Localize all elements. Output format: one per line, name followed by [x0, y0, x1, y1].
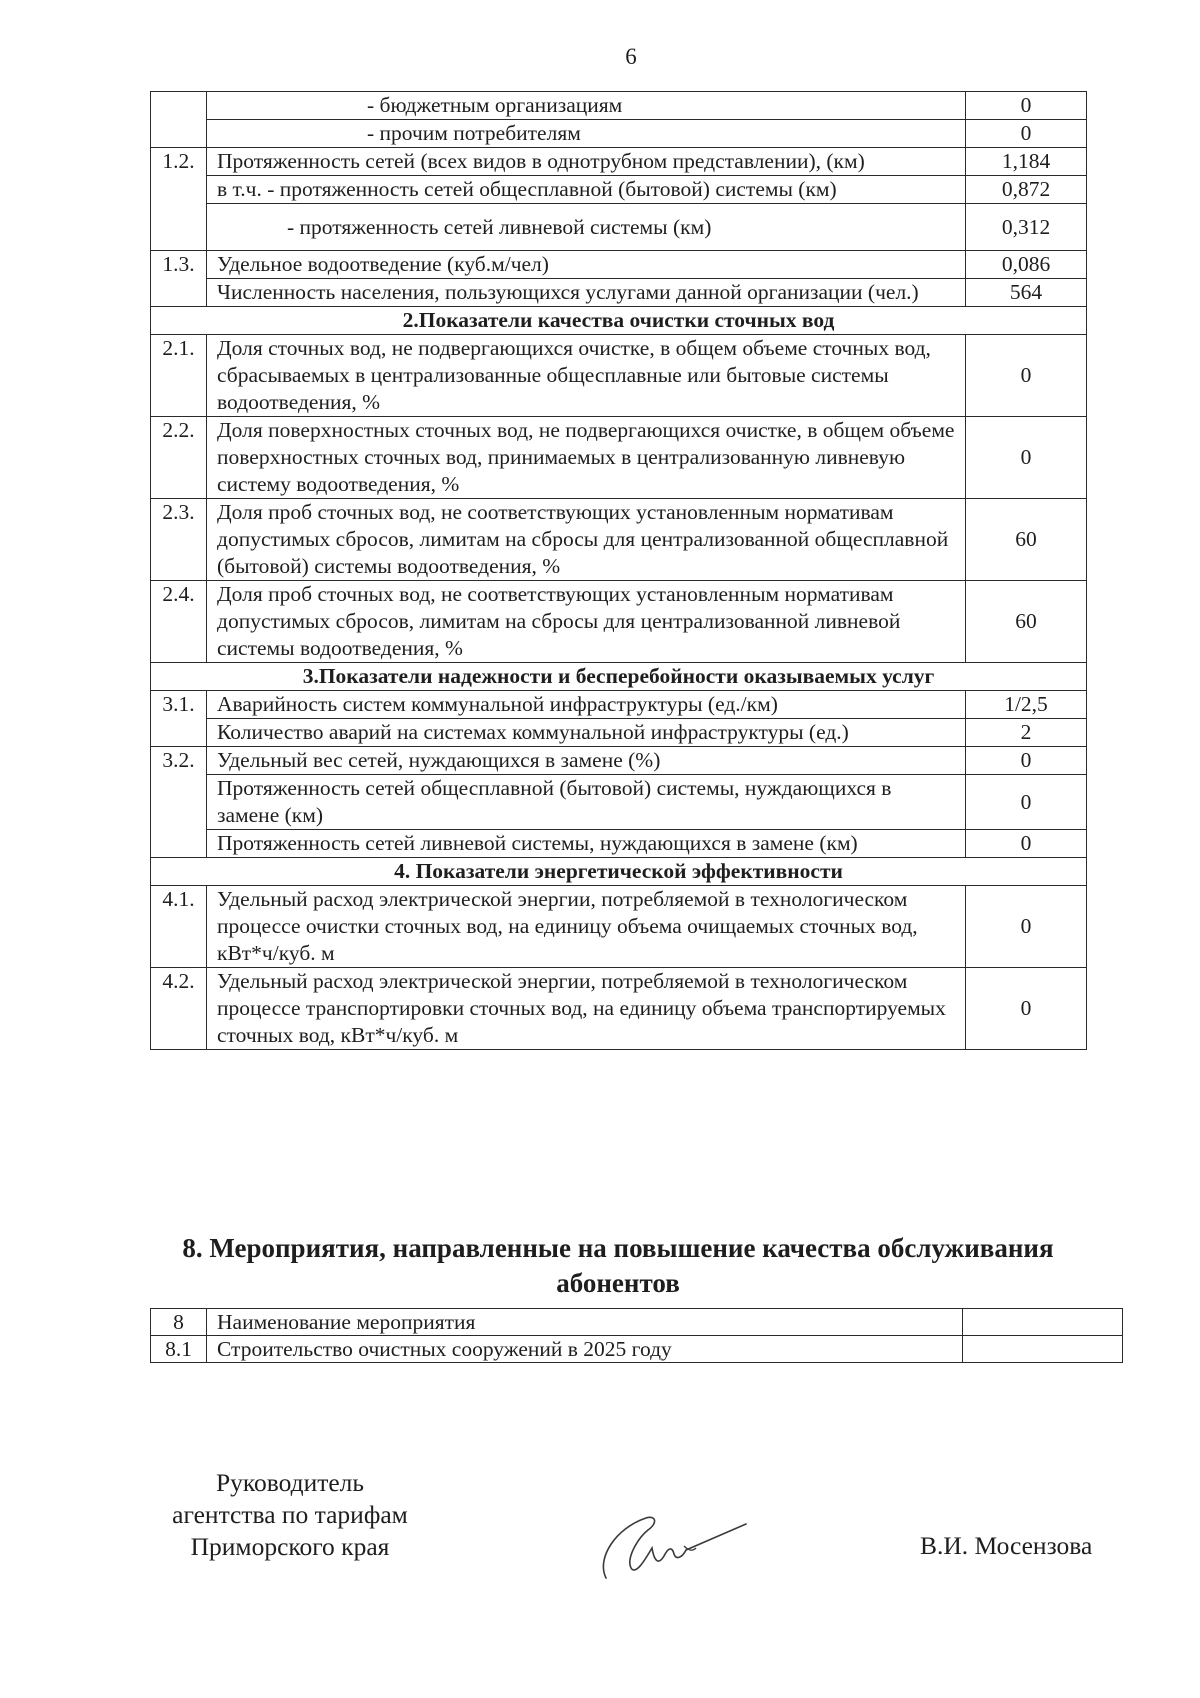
row-number: 2.4.	[151, 581, 207, 663]
table-row	[151, 719, 1087, 747]
indicator-label: в т.ч. - протяженность сетей общесплавной (бытовой) системы (км)	[207, 176, 966, 204]
indicator-value: 60	[966, 499, 1087, 581]
section-header-row	[151, 663, 1087, 691]
row-number: 1.3.	[151, 251, 207, 307]
indicator-value: 564	[966, 279, 1087, 307]
indicator-label: Удельный вес сетей, нуждающихся в замене (%)	[207, 747, 966, 775]
row-number: 2.2.	[151, 417, 207, 499]
indicator-value: 2	[966, 719, 1087, 747]
measure-extra	[963, 1336, 1123, 1363]
indicator-label: Аварийность систем коммунальной инфраструктуры (ед./км)	[207, 691, 966, 719]
indicator-label: Удельный расход электрической энергии, потребляемой в технологическом процессе транспортировки сточных вод, на единицу объема транспортируемых сточных вод, кВт*ч/куб. м	[207, 968, 966, 1050]
row-number: 3.1.	[151, 691, 207, 747]
row-number: 1.2.	[151, 148, 207, 251]
row-number	[151, 92, 207, 148]
handwritten-signature	[586, 1488, 766, 1588]
table-row	[151, 968, 1087, 1050]
measure-row	[151, 1336, 1123, 1363]
indicator-value: 0	[966, 775, 1087, 830]
measures-table	[150, 1308, 1123, 1363]
section-header-row	[151, 307, 1087, 335]
row-number: 2.3.	[151, 499, 207, 581]
indicator-value: 0	[966, 417, 1087, 499]
indicator-label: Доля проб сточных вод, не соответствующих установленным нормативам допустимых сбросов, лимитам на сбросы для централизованной общесплавной (бытовой) системы водоотведения, %	[207, 499, 966, 581]
indicator-label: - прочим потребителям	[207, 120, 966, 148]
indicator-value: 0	[966, 747, 1087, 775]
indicator-label: Протяженность сетей (всех видов в однотрубном представлении), (км)	[207, 148, 966, 176]
table-row	[151, 830, 1087, 858]
indicator-value: 0	[966, 335, 1087, 417]
indicator-label: Протяженность сетей общесплавной (бытовой) системы, нуждающихся в замене (км)	[207, 775, 966, 830]
indicator-label: - протяженность сетей ливневой системы (км)	[207, 204, 966, 251]
table-row	[151, 886, 1087, 968]
indicator-label: Доля проб сточных вод, не соответствующих установленным нормативам допустимых сбросов, лимитам на сбросы для централизованной ливневой системы водоотведения, %	[207, 581, 966, 663]
indicator-value: 0	[966, 120, 1087, 148]
measure-name: Строительство очистных сооружений в 2025 году	[207, 1336, 963, 1363]
table-row	[151, 417, 1087, 499]
indicator-value: 1,184	[966, 148, 1087, 176]
table-row	[151, 581, 1087, 663]
signatory-name: В.И. Мосензова	[920, 1531, 1093, 1560]
row-number: 2.1.	[151, 335, 207, 417]
section-header: 2.Показатели качества очистки сточных вод	[151, 307, 1087, 335]
section-header: 4. Показатели энергетической эффективности	[151, 858, 1087, 886]
measure-number: 8	[151, 1309, 207, 1336]
table-row	[151, 775, 1087, 830]
row-number: 4.1.	[151, 886, 207, 968]
measure-row	[151, 1309, 1123, 1336]
indicator-value: 0	[966, 968, 1087, 1050]
table-row	[151, 148, 1087, 176]
indicator-label: Численность населения, пользующихся услугами данной организации (чел.)	[207, 279, 966, 307]
page-number: 6	[625, 44, 637, 69]
table-row	[151, 251, 1087, 279]
indicator-value: 0,312	[966, 204, 1087, 251]
table-row	[151, 204, 1087, 251]
table-row	[151, 691, 1087, 719]
indicator-value: 0	[966, 886, 1087, 968]
table-row	[151, 120, 1087, 148]
signatory-title-line2: агентства по тарифам	[172, 1500, 408, 1529]
indicator-value: 0	[966, 830, 1087, 858]
indicator-label: Количество аварий на системах коммунальной инфраструктуры (ед.)	[207, 719, 966, 747]
table-row	[151, 499, 1087, 581]
indicator-label: Доля поверхностных сточных вод, не подвергающихся очистке, в общем объеме поверхностных сточных вод, принимаемых в централизованную ливневую систему водоотведения, %	[207, 417, 966, 499]
indicator-label: - бюджетным организациям	[207, 92, 966, 120]
indicator-label: Протяженность сетей ливневой системы, нуждающихся в замене (км)	[207, 830, 966, 858]
table-row	[151, 279, 1087, 307]
indicator-label: Удельный расход электрической энергии, потребляемой в технологическом процессе очистки сточных вод, на единицу объема очищаемых сточных вод, кВт*ч/куб. м	[207, 886, 966, 968]
row-number: 3.2.	[151, 747, 207, 858]
indicator-value: 0,086	[966, 251, 1087, 279]
indicator-value: 0	[966, 92, 1087, 120]
measure-extra	[963, 1309, 1123, 1336]
signatory-title-line3: Приморского края	[190, 1532, 390, 1561]
signatory-title	[140, 1467, 440, 1563]
table-row	[151, 747, 1087, 775]
table-row	[151, 92, 1087, 120]
indicator-value: 0,872	[966, 176, 1087, 204]
indicators-table	[150, 91, 1087, 1050]
indicator-value: 1/2,5	[966, 691, 1087, 719]
table-row	[151, 176, 1087, 204]
section-header-row	[151, 858, 1087, 886]
measure-name: Наименование мероприятия	[207, 1309, 963, 1336]
indicator-label: Удельное водоотведение (куб.м/чел)	[207, 251, 966, 279]
section-header: 3.Показатели надежности и бесперебойности оказываемых услуг	[151, 663, 1087, 691]
row-number: 4.2.	[151, 968, 207, 1050]
indicator-label: Доля сточных вод, не подвергающихся очистке, в общем объеме сточных вод, сбрасываемых в централизованные общесплавные или бытовые системы водоотведения, %	[207, 335, 966, 417]
section-8-heading-line1: 8. Мероприятия, направленные на повышение качества обслуживания	[182, 1233, 1054, 1263]
section-8-heading-line2: абонентов	[556, 1268, 680, 1298]
signatory-title-line1: Руководитель	[215, 1468, 365, 1497]
table-row	[151, 335, 1087, 417]
measure-number: 8.1	[151, 1336, 207, 1363]
indicator-value: 60	[966, 581, 1087, 663]
